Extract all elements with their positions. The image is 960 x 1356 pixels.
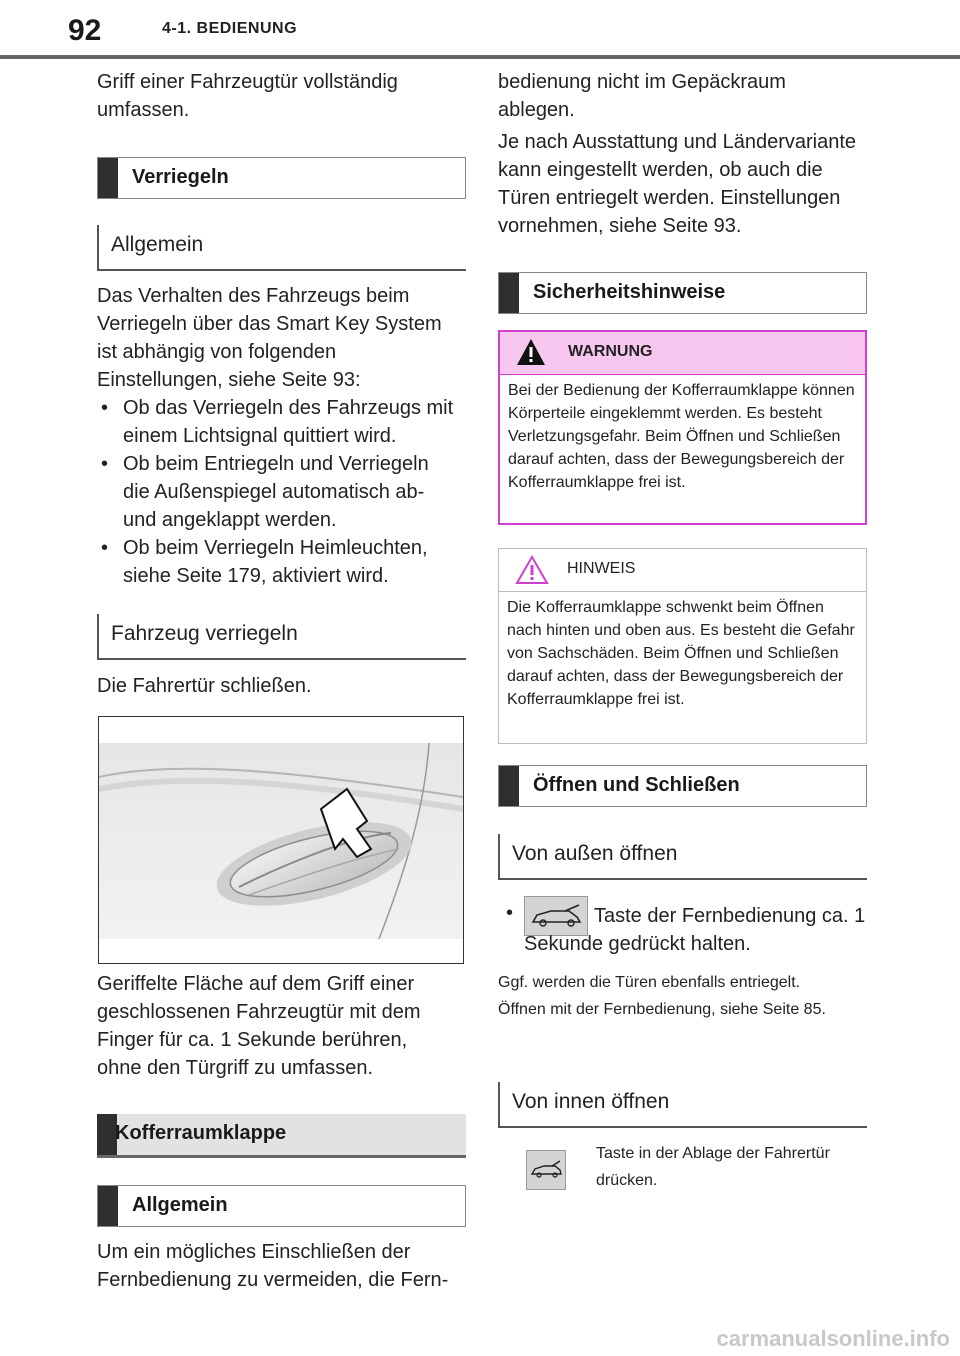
innen-text: Taste in der Ablage der Fahrertür drücken. [596, 1145, 830, 1189]
heading-block [499, 273, 519, 313]
door-handle-illustration [98, 716, 464, 964]
page-number: 92 [68, 14, 102, 47]
door-handle-image [99, 717, 463, 963]
continuation-text: bedienung nicht im Gepäckraum ablegen. [498, 71, 786, 121]
heading-block [97, 1114, 117, 1155]
verhalten-text: Das Verhalten des Fahrzeugs beim Verriegeln über das Smart Key System ist abhängig von folgenden Einstellungen, siehe Seite 93: [97, 285, 442, 391]
geriffelt-text: Geriffelte Fläche auf dem Griff einer geschlossenen Fahrzeugtür mit dem Finger für ca. 1 Sekunde berühren, ohne den Türgriff zu umfassen. [97, 973, 421, 1079]
list-item: • Ob beim Entriegeln und Verriegeln die Außenspiegel automatisch ab- und angeklappt werden. [97, 450, 457, 534]
warning-header [500, 332, 865, 375]
subheading-text: Von innen öffnen [512, 1090, 670, 1113]
list-item: • Ob beim Verriegeln Heimleuchten, siehe Seite 179, aktiviert wird. [97, 534, 457, 590]
ausstattung-text: Je nach Ausstattung und Ländervariante kann eingestellt werden, ob auch die Türen entriegelt werden. Einstellungen vornehmen, siehe Seite 93. [498, 131, 857, 237]
warning-text: Bei der Bedienung der Kofferraumklappe können Körperteile eingeklemmt werden. Es besteht Verletzungsgefahr. Beim Öffnen und Schließen darauf achten, dass der Bewegungsbereich der Kofferraumklappe frei ist. [508, 382, 855, 491]
taste-text: Taste der Fernbedienung ca. 1 Sekunde gedrückt halten. [524, 905, 866, 955]
heading-block [98, 158, 118, 198]
heading-text: Verriegeln [132, 166, 229, 188]
subheading-von-innen [498, 1082, 867, 1128]
heading-text: Öffnen und Schließen [533, 774, 740, 796]
heading-text: Kofferraumklappe [115, 1122, 287, 1144]
subheading-text: Von außen öffnen [512, 842, 678, 865]
heading-text: Allgemein [132, 1194, 228, 1216]
hint-box [498, 548, 867, 744]
right-column [480, 0, 960, 1356]
watermark: carmanualsonline.info [716, 1326, 950, 1351]
heading-block [98, 1186, 118, 1226]
fernbedienung-text: Öffnen mit der Fernbedienung, siehe Seite 85. [498, 1001, 826, 1018]
ggf-text: Ggf. werden die Türen ebenfalls entriegelt. [498, 974, 801, 991]
heading-verriegeln [97, 157, 466, 199]
heading-sicherheitshinweise [498, 272, 867, 314]
caution-triangle-icon [515, 555, 549, 585]
subheading-allgemein [97, 225, 466, 271]
settings-list [97, 394, 457, 590]
heading-oeffnen-schliessen [498, 765, 867, 807]
trunk-release-button-icon [526, 1150, 566, 1190]
subheading-von-aussen [498, 834, 867, 880]
list-item: • Ob das Verriegeln des Fahrzeugs mit einem Lichtsignal quittiert wird. [97, 394, 457, 450]
warning-title: WARNUNG [568, 343, 653, 360]
fahrertuer-text: Die Fahrertür schließen. [97, 675, 312, 697]
section-title: 4-1. BEDIENUNG [162, 20, 298, 37]
heading-allgemein-kofferraum [97, 1185, 466, 1227]
subheading-fahrzeug-verriegeln [97, 614, 466, 660]
subheading-text: Allgemein [111, 233, 204, 256]
einschliessen-text: Um ein mögliches Einschließen der Fernbedienung zu vermeiden, die Fern- [97, 1241, 449, 1291]
heading-block [499, 766, 519, 806]
bullet: • [506, 902, 514, 924]
hint-title: HINWEIS [567, 560, 636, 577]
warning-box [498, 330, 867, 525]
warning-triangle-icon [516, 338, 546, 366]
hint-header [499, 549, 866, 592]
intro-text: Griff einer Fahrzeugtür vollständig umfassen. [97, 71, 398, 121]
subheading-text: Fahrzeug verriegeln [111, 622, 298, 645]
heading-kofferraumklappe [97, 1114, 466, 1158]
heading-text: Sicherheitshinweise [533, 281, 726, 303]
hint-text: Die Kofferraumklappe schwenkt beim Öffnen nach hinten und oben aus. Es besteht die Gefahr von Sachschäden. Beim Öffnen und Schließen darauf achten, dass der Bewegungsbereich der Kofferraumklappe frei ist. [507, 599, 855, 708]
